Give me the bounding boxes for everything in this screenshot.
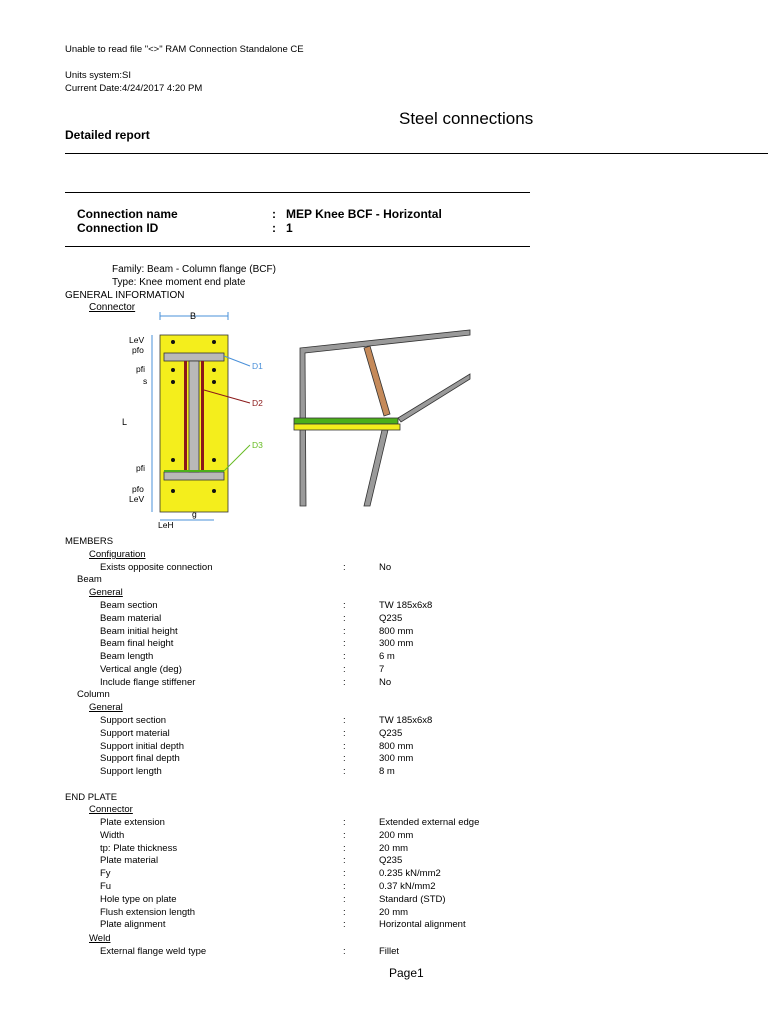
configuration-link[interactable]: Configuration: [89, 549, 146, 560]
beam-general-link[interactable]: General: [89, 587, 123, 598]
weld-link[interactable]: Weld: [89, 933, 111, 944]
row-separator: :: [343, 638, 346, 650]
row-value: 20 mm: [379, 842, 409, 854]
flange-weld-green: [164, 470, 224, 472]
row-separator: :: [343, 919, 346, 931]
connection-id-value: 1: [286, 221, 293, 235]
row-separator: :: [343, 868, 346, 880]
knee-elevation-diagram: [290, 326, 505, 511]
page-number: Page1: [389, 966, 424, 980]
row-label: Beam initial height: [100, 625, 178, 637]
row-separator: :: [343, 664, 346, 675]
pfi-bottom-label: pfi: [136, 463, 145, 473]
row-label: Support material: [100, 727, 170, 739]
connection-name-sep: :: [272, 207, 276, 221]
l-label: L: [122, 417, 128, 427]
b-label: B: [190, 311, 197, 321]
report-subtitle: Detailed report: [65, 128, 150, 142]
row-value: 300 mm: [379, 753, 414, 765]
column-general-link[interactable]: General: [89, 702, 123, 713]
row-separator: :: [343, 842, 346, 854]
row-value: Standard (STD): [379, 893, 446, 905]
row-label: Exists opposite connection: [100, 562, 213, 573]
row-separator: :: [343, 715, 346, 726]
row-label: Support initial depth: [100, 740, 184, 752]
connection-name-label: Connection name: [77, 207, 178, 221]
bottom-flange-shape: [164, 472, 224, 480]
row-label: External flange weld type: [100, 946, 207, 957]
connection-name-value: MEP Knee BCF - Horizontal: [286, 207, 442, 221]
row-separator: :: [343, 881, 346, 892]
row-separator: :: [343, 893, 346, 905]
row-label: Include flange stiffener: [100, 676, 196, 688]
members-heading: MEMBERS: [65, 536, 114, 547]
row-separator: :: [343, 946, 346, 957]
row-label: Width: [100, 829, 125, 841]
row-label: tp: Plate thickness: [100, 842, 178, 854]
row-separator: :: [343, 651, 346, 663]
top-flange-shape: [164, 353, 224, 361]
row-separator: :: [343, 855, 346, 867]
row-separator: :: [343, 753, 346, 765]
row-value: 0.235 kN/mm2: [379, 868, 441, 880]
row-label: Fy: [100, 868, 111, 880]
row-value: Extended external edge: [379, 817, 480, 828]
pfo-label: pfo: [132, 345, 144, 355]
row-value: 800 mm: [379, 740, 414, 752]
end-plate-heading: END PLATE: [65, 792, 118, 803]
web-weld-left: [184, 361, 187, 472]
connection-top-rule: [65, 192, 530, 193]
row-value: Horizontal alignment: [379, 919, 466, 931]
row-separator: :: [343, 676, 346, 688]
lev-bottom-label: LeV: [129, 494, 145, 504]
s-label: s: [143, 376, 148, 386]
row-value: 800 mm: [379, 625, 414, 637]
row-label: Beam section: [100, 600, 158, 611]
row-value: 8 m: [379, 766, 395, 778]
family-line: Family: Beam - Column flange (BCF): [112, 264, 276, 275]
row-separator: :: [343, 906, 346, 918]
connection-bottom-rule: [65, 246, 530, 247]
row-value: 6 m: [379, 651, 395, 663]
row-value: 20 mm: [379, 906, 409, 918]
file-status-line: Unable to read file "<>" RAM Connection Standalone CE: [65, 44, 304, 55]
general-information-heading: GENERAL INFORMATION: [65, 290, 185, 301]
row-separator: :: [343, 612, 346, 624]
row-value: 0.37 kN/mm2: [379, 881, 436, 892]
row-value: Q235: [379, 612, 403, 624]
g-label: g: [192, 509, 197, 519]
row-value: Q235: [379, 727, 403, 739]
row-label: Beam material: [100, 612, 162, 624]
row-separator: :: [343, 562, 346, 573]
row-separator: :: [343, 817, 346, 828]
units-system: Units system:SI: [65, 70, 131, 81]
d3-label: D3: [252, 440, 263, 450]
row-separator: :: [343, 727, 346, 739]
row-value: 300 mm: [379, 638, 414, 650]
type-line: Type: Knee moment end plate: [112, 277, 246, 288]
d1-label: D1: [252, 361, 263, 371]
lev-label: LeV: [129, 335, 145, 345]
d2-label: D2: [252, 398, 263, 408]
row-value: TW 185x6x8: [379, 600, 433, 611]
row-separator: :: [343, 600, 346, 611]
row-label: Support length: [100, 766, 162, 778]
pfi-label: pfi: [136, 364, 145, 374]
current-date: Current Date:4/24/2017 4:20 PM: [65, 83, 203, 94]
row-value: Q235: [379, 855, 403, 867]
row-label: Support final depth: [100, 753, 180, 765]
column-heading: Column: [77, 689, 110, 700]
row-label: Plate extension: [100, 817, 165, 828]
row-value: 200 mm: [379, 829, 414, 841]
row-separator: :: [343, 740, 346, 752]
row-label: Fu: [100, 881, 112, 892]
row-label: Plate alignment: [100, 919, 166, 931]
row-separator: :: [343, 766, 346, 778]
row-value: TW 185x6x8: [379, 715, 433, 726]
row-label: Support section: [100, 715, 167, 726]
connector-link[interactable]: Connector: [89, 302, 136, 313]
end-plate-diagram: [110, 308, 280, 530]
row-label: Beam length: [100, 651, 154, 663]
row-label: Hole type on plate: [100, 893, 177, 905]
header-divider: [65, 153, 768, 154]
row-separator: :: [343, 829, 346, 841]
pfo-bottom-label: pfo: [132, 484, 144, 494]
row-label: Vertical angle (deg): [100, 664, 182, 675]
connection-id-sep: :: [272, 221, 276, 235]
connection-id-label: Connection ID: [77, 221, 159, 235]
web-shape: [189, 361, 199, 472]
row-label: Beam final height: [100, 638, 174, 650]
row-value: 7: [379, 664, 385, 675]
row-separator: :: [343, 625, 346, 637]
row-value: Fillet: [379, 946, 400, 957]
web-weld-right: [201, 361, 204, 472]
row-label: Flush extension length: [100, 906, 196, 918]
beam-heading: Beam: [77, 574, 102, 585]
page-title: Steel connections: [399, 109, 534, 128]
row-label: Plate material: [100, 855, 159, 867]
row-value: No: [379, 562, 392, 573]
row-value: No: [379, 676, 392, 688]
end-plate-connector-link[interactable]: Connector: [89, 804, 133, 815]
leh-label: LeH: [158, 520, 174, 530]
